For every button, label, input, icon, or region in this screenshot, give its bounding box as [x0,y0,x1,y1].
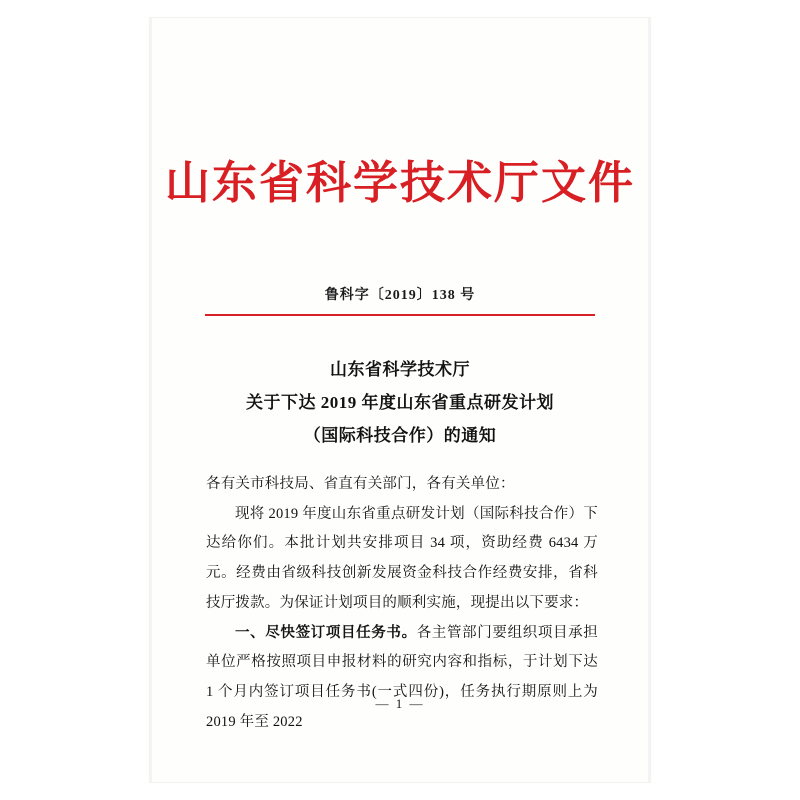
body-item-1-heading: 一、尽快签订项目任务书。 [235,624,417,641]
paper-content-area [150,18,650,782]
body-salutation: 各有关市科技局、省直有关部门，各有关单位： [206,476,515,492]
body-item-1 [206,619,598,738]
document-title-line-2: 关于下达 2019 年度山东省重点研发计划 [246,393,554,413]
document-number: 鲁科字〔2019〕138 号 [324,288,476,303]
document-masthead-title: 山东省科学技术厅文件 [164,156,635,209]
page-number: — 1 — [375,696,425,711]
document-title-block [150,353,650,452]
document-title-line-1: 山东省科学技术厅 [330,360,470,379]
red-separator-rule [205,314,595,316]
body-paragraph-1: 现将 2019 年度山东省重点研发计划（国际科技合作）下达给你们。本批计划共安排项目 34 项，资助经费 6434 万元。经费由省级科技创新发展资金科技合作经费安排，省科技厅拨款。为保证计划项目的顺利实施，现提出以下要求： [206,505,598,611]
body-item-1-text: 各主管部门要组织项目承担单位严格按照项目申报材料的研究内容和指标，于计划下达 1 个月内签订项目任务书(一式四份)，任务执行期原则上为 2019 年至 2022 [206,624,598,730]
document-title-line-3: （国际科技合作）的通知 [303,426,497,446]
scanned-paper-sheet [150,18,650,782]
